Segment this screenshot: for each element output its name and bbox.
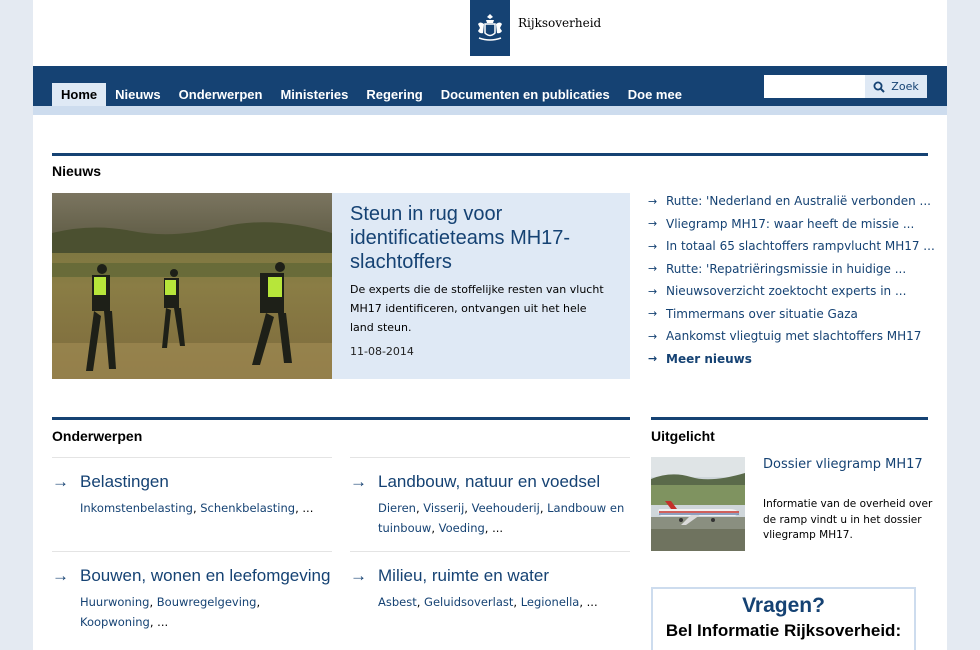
arrow-right-icon: → [648, 194, 658, 208]
uitgelicht-section-line [651, 417, 928, 420]
feature-text: De experts die de stoffelijke resten van vlucht MH17 identificeren, ontvangen uit het hele land steun. [350, 283, 604, 334]
vragen-subtitle: Bel Informatie Rijksoverheid: [665, 621, 902, 640]
topic-link-separator: , [295, 501, 303, 515]
topic-item [350, 457, 630, 549]
topic-link-separator: , [416, 595, 425, 609]
topic-link-separator: , [431, 521, 439, 535]
topic-link[interactable]: Geluidsoverlast [424, 595, 514, 609]
vragen-title: Vragen? [742, 594, 825, 617]
arrow-right-icon: → [648, 217, 658, 231]
airplane-photo-image [651, 457, 745, 551]
topic-link[interactable]: Voeding [438, 521, 485, 535]
feature-photo[interactable] [52, 193, 332, 379]
search-icon [873, 81, 885, 93]
topic-link-separator: , [464, 501, 472, 515]
arrow-right-icon: → [648, 329, 658, 343]
nav-items [52, 83, 691, 106]
dossier-title[interactable]: Dossier vliegramp MH17 [763, 457, 923, 472]
topic-link-separator: , [539, 501, 548, 515]
search-button[interactable] [865, 75, 927, 98]
nav-item-doe-mee[interactable]: Doe mee [627, 87, 682, 102]
nav-item-home[interactable]: Home [52, 83, 106, 106]
topic-item [350, 551, 630, 643]
news-item[interactable] [648, 213, 938, 236]
topic-link[interactable]: Huurwoning [80, 595, 150, 609]
arrow-right-icon: → [648, 239, 658, 253]
topic-link[interactable]: Veehouderij [471, 501, 540, 515]
arrow-right-icon: → [350, 566, 367, 585]
main-navigation [33, 66, 947, 106]
news-item[interactable] [648, 190, 938, 213]
topic-title: Belastingen [80, 472, 169, 491]
news-item-label: Timmermans over situatie Gaza [666, 306, 858, 321]
feature-title[interactable]: Steun in rug voor identificatieteams MH17-slachtoffers [350, 203, 571, 273]
news-item[interactable] [648, 325, 938, 348]
news-item-label: Aankomst vliegtuig met slachtoffers MH17 [666, 329, 922, 344]
topic-link-separator: , [149, 595, 157, 609]
nav-item-onderwerpen[interactable]: Onderwerpen [178, 87, 263, 102]
topic-link-separator: , [484, 521, 493, 535]
arrow-right-icon: → [648, 307, 658, 321]
vragen-banner[interactable] [651, 587, 916, 650]
dossier-text: Informatie van de overheid over de ramp vindt u in het dossier vliegramp MH17. [763, 498, 933, 541]
nav-subbar [33, 106, 947, 115]
search-input[interactable] [764, 75, 865, 98]
topic-link[interactable]: Visserij [423, 501, 465, 515]
topic-link[interactable]: Koopwoning [80, 615, 150, 629]
topic-link[interactable]: Schenkbelasting [200, 501, 296, 515]
topic-more-ellipsis[interactable]: ... [492, 521, 504, 535]
search-form [764, 75, 927, 98]
topic-links [378, 592, 634, 612]
topic-links [80, 498, 336, 518]
topic-more-ellipsis[interactable]: ... [302, 501, 314, 515]
topic-item [52, 457, 332, 549]
topic-link-separator: , [149, 615, 158, 629]
news-item[interactable] [648, 280, 938, 303]
news-item-label: Rutte: 'Repatriëringsmissie in huidige ... [666, 261, 907, 276]
news-item-label: In totaal 65 slachtoffers rampvlucht MH17 ... [666, 239, 935, 254]
arrow-right-icon: → [648, 284, 658, 298]
topic-link-separator: , [513, 595, 521, 609]
topic-link[interactable]: Dieren [378, 501, 416, 515]
topic-links [80, 592, 336, 632]
feature-photo-image [52, 193, 332, 379]
rijksoverheid-logo[interactable] [470, 0, 510, 56]
arrow-right-icon: → [350, 472, 367, 491]
topic-title-link[interactable] [350, 566, 549, 586]
nav-item-regering[interactable]: Regering [366, 87, 423, 102]
topic-link-separator: , [415, 501, 424, 515]
topic-link-separator: , [579, 595, 587, 609]
topic-link[interactable]: Bouwregelgeving [156, 595, 257, 609]
news-item[interactable] [648, 303, 938, 326]
coat-of-arms-icon [475, 12, 505, 44]
search-button-label: Zoek [891, 80, 919, 93]
topic-link[interactable]: Asbest [378, 595, 417, 609]
topic-title-link[interactable] [52, 566, 330, 586]
feature-date: 11-08-2014 [350, 345, 414, 358]
topic-link[interactable]: Landbouw en tuinbouw [378, 501, 625, 535]
news-list [648, 190, 938, 370]
arrow-right-icon: → [52, 472, 69, 491]
nav-item-documenten-en-publicaties[interactable]: Documenten en publicaties [440, 87, 610, 102]
topic-link-separator: , [192, 501, 201, 515]
news-item-label: Rutte: 'Nederland en Australië verbonden ... [666, 194, 931, 209]
topic-link[interactable]: Inkomstenbelasting [80, 501, 193, 515]
nav-item-ministeries[interactable]: Ministeries [280, 87, 349, 102]
topic-item [52, 551, 332, 643]
feature-article [332, 193, 630, 379]
dossier-photo[interactable] [651, 457, 745, 551]
topic-more-ellipsis[interactable]: ... [157, 615, 169, 629]
news-section-title: Nieuws [52, 163, 102, 179]
arrow-right-icon: → [648, 352, 658, 366]
news-item-label: Nieuwsoverzicht zoektocht experts in ... [666, 284, 907, 299]
news-item[interactable] [648, 235, 938, 258]
news-item-label: Vliegramp MH17: waar heeft de missie ... [666, 216, 915, 231]
topic-more-ellipsis[interactable]: ... [586, 595, 598, 609]
topics-section-line [52, 417, 630, 420]
more-news-label: Meer nieuws [666, 351, 752, 366]
news-item[interactable] [648, 258, 938, 281]
topic-title: Milieu, ruimte en water [378, 566, 550, 585]
topic-title: Landbouw, natuur en voedsel [378, 472, 601, 491]
news-section-line [52, 153, 928, 156]
more-news-link[interactable] [648, 348, 938, 371]
topic-link-separator: , [256, 595, 261, 609]
brand-name: Rijksoverheid [518, 16, 602, 30]
topic-title: Bouwen, wonen en leefomgeving [80, 566, 331, 585]
topic-title-link[interactable] [52, 472, 169, 492]
topics-section-title: Onderwerpen [52, 428, 143, 444]
topic-title-link[interactable] [350, 472, 600, 492]
topic-links [378, 498, 634, 538]
nav-item-nieuws[interactable]: Nieuws [115, 87, 161, 102]
uitgelicht-section-title: Uitgelicht [651, 428, 715, 444]
topic-link[interactable]: Legionella [520, 595, 580, 609]
page [33, 0, 947, 650]
arrow-right-icon: → [52, 566, 69, 585]
arrow-right-icon: → [648, 262, 658, 276]
